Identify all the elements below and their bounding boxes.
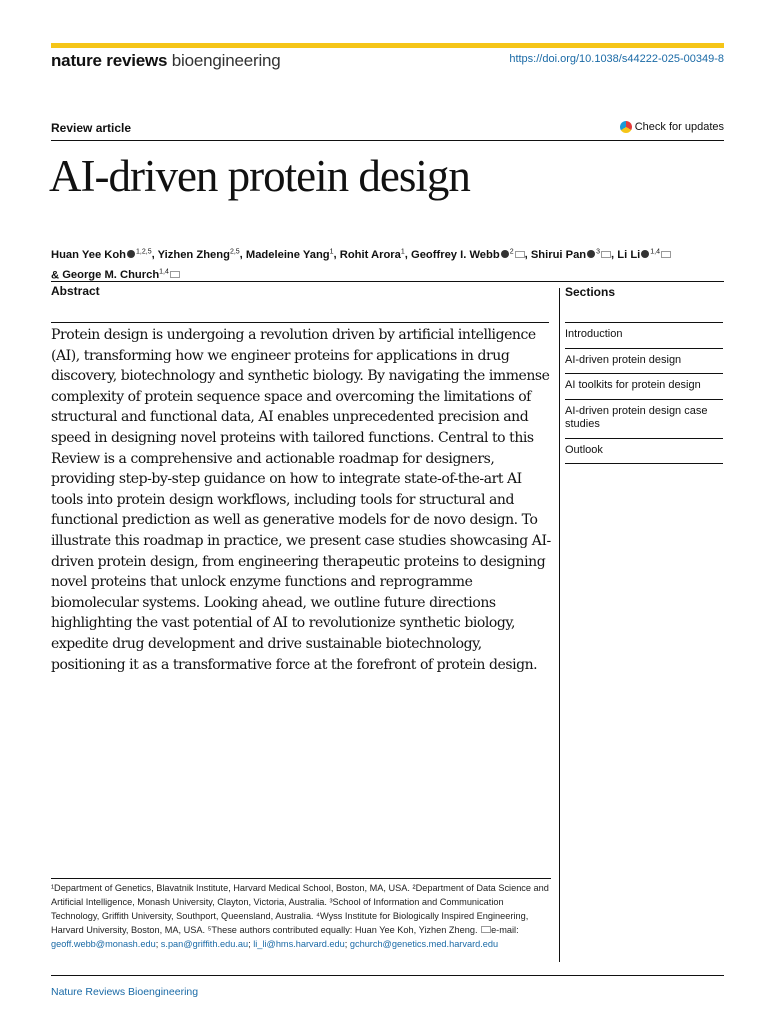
- author-affiliation: 2,5: [229, 248, 240, 255]
- author[interactable]: [617, 249, 671, 261]
- author-name: Rohit Arora: [339, 248, 401, 261]
- sections-nav-item[interactable]: AI-driven protein design case studies: [565, 399, 723, 438]
- author-affiliation: 1,4: [650, 248, 660, 255]
- author[interactable]: [340, 249, 405, 261]
- doi-link[interactable]: https://doi.org/10.1038/s44222-025-00349-8: [509, 53, 724, 65]
- journal-name-light: bioengineering: [171, 51, 281, 70]
- affiliations-footnote: ¹Department of Genetics, Blavatnik Institute, Harvard Medical School, Boston, MA, USA. ²Department of Data Science and Artificial Intelligence, Monash University, Clayton, Victoria, Australia. ³School of Information and Communication Technology, Griffith University, Southport, Queensland, Australia. ⁴Wyss Institute for Biologically Inspired Engineering, Harvard University, Boston, MA, USA. ⁵These authors contributed equally: Huan Yee Koh, Yizhen Zheng. e-mail: geoff.webb@monash.edu; s.pan@griffith.edu.au; li_li@hms.harvard.edu; gchurch@genetics.med.harvard.edu: [51, 883, 549, 949]
- author[interactable]: [246, 249, 334, 261]
- mail-icon: [481, 926, 491, 933]
- mail-icon[interactable]: [170, 271, 180, 278]
- author[interactable]: [158, 249, 240, 261]
- orcid-icon[interactable]: [641, 250, 649, 258]
- footer-divider: [51, 975, 724, 976]
- author-name: Shirui Pan: [530, 248, 587, 261]
- email-link[interactable]: s.pan@griffith.edu.au: [160, 939, 249, 949]
- email-link[interactable]: gchurch@genetics.med.harvard.edu: [349, 939, 499, 949]
- footer-journal-name[interactable]: Nature Reviews Bioengineering: [51, 986, 199, 998]
- header-divider: [51, 140, 724, 141]
- author-name: Li Li: [617, 248, 641, 261]
- mail-icon[interactable]: [515, 251, 525, 258]
- journal-logo[interactable]: [51, 51, 281, 71]
- email-link[interactable]: li_li@hms.harvard.edu: [253, 939, 345, 949]
- author-affiliation: 2: [509, 248, 514, 255]
- author[interactable]: [62, 269, 180, 281]
- sections-nav-item[interactable]: AI-driven protein design: [565, 348, 723, 374]
- abstract-heading: Abstract: [51, 284, 100, 298]
- author-affiliation: 1,4: [159, 268, 169, 276]
- orcid-icon[interactable]: [127, 250, 135, 258]
- check-for-updates-button[interactable]: [620, 121, 724, 133]
- column-divider: [559, 288, 560, 962]
- author-affiliation: 1,2,5: [136, 248, 152, 255]
- author-affiliation: 1: [400, 248, 405, 255]
- mail-icon[interactable]: [661, 251, 671, 258]
- author[interactable]: [531, 249, 611, 261]
- abstract-text: Protein design is undergoing a revolution driven by artificial intelligence (AI), transforming how we engineer proteins for applications in drug discovery, biotechnology and synthetic biology. By navigating the immense complexity of protein sequence space and overcoming the limitations of structural and functional data, AI enables unprecedented precision and speed in designing novel proteins with tailored functions. Central to this Review is a comprehensive and actionable roadmap for designers, providing step-by-step guidance on how to integrate state-of-the-art AI tools into protein design workflows, including tools for structural and functional prediction as well as generative models for de novo design. To illustrate this roadmap in practice, we present case studies showcasing AI-driven protein design, from engineering therapeutic proteins to designing novel proteins that unlock enzyme functions and reprogramme biomolecular systems. Looking ahead, we outline future directions highlighting the vast potential of AI to revolutionize synthetic biology, expedite drug development and drive sustainable biotechnology, positioning it as a transformative force at the forefront of protein design.: [51, 327, 551, 673]
- author-name: George M. Church: [62, 269, 160, 282]
- sections-nav-item[interactable]: AI toolkits for protein design: [565, 373, 723, 399]
- author-name: Yizhen Zheng: [157, 248, 230, 261]
- orcid-icon[interactable]: [587, 250, 595, 258]
- sections-nav-item[interactable]: Outlook: [565, 438, 723, 465]
- author[interactable]: [51, 249, 152, 261]
- journal-color-bar: [51, 43, 724, 48]
- author-name: Geoffrey I. Webb: [411, 248, 500, 261]
- orcid-icon[interactable]: [501, 250, 509, 258]
- email-label: e-mail:: [491, 925, 519, 935]
- author[interactable]: [411, 249, 525, 261]
- author-name: Huan Yee Koh: [51, 248, 127, 261]
- author-affiliation: 1: [329, 248, 334, 255]
- affiliations-text: ¹Department of Genetics, Blavatnik Institute, Harvard Medical School, Boston, MA, USA. ²Department of Data Science and Artificial Intelligence, Monash University, Clayton, Victoria, Australia. ³School of Information and Communication Technology, Griffith University, Southport, Queensland, Australia. ⁴Wyss Institute for Biologically Inspired Engineering, Harvard University, Boston, MA, USA. ⁵These authors contributed equally: Huan Yee Koh, Yizhen Zheng.: [51, 883, 549, 935]
- email-link[interactable]: geoff.webb@monash.edu: [51, 939, 156, 949]
- author-list: Huan Yee Koh $^{1,2,5}$, Yizhen Zheng$^{2,5}$, Madeleine Yang$^1$, Rohit Arora$^1$, Geoffrey I. Webb $^2$ , Shirui Pan $^3$ , Li Li $^{1,4}$ & George M. Church$^{1,4}$: [51, 243, 731, 284]
- author-name: Madeleine Yang: [245, 248, 330, 261]
- sections-heading: Sections: [565, 285, 616, 299]
- abstract-divider: [51, 281, 724, 282]
- crossmark-icon: [620, 121, 632, 133]
- author-affiliation: 3: [596, 248, 601, 255]
- abstract-top-rule: [51, 322, 549, 323]
- sections-nav-item[interactable]: Introduction: [565, 322, 723, 348]
- journal-name-bold: nature reviews: [51, 51, 168, 70]
- article-type: Review article: [51, 121, 132, 135]
- sections-nav: [565, 322, 723, 464]
- article-title: AI-driven protein design: [49, 151, 470, 201]
- mail-icon[interactable]: [601, 251, 611, 258]
- footnote-divider: [51, 878, 551, 879]
- check-for-updates-label: Check for updates: [634, 121, 724, 133]
